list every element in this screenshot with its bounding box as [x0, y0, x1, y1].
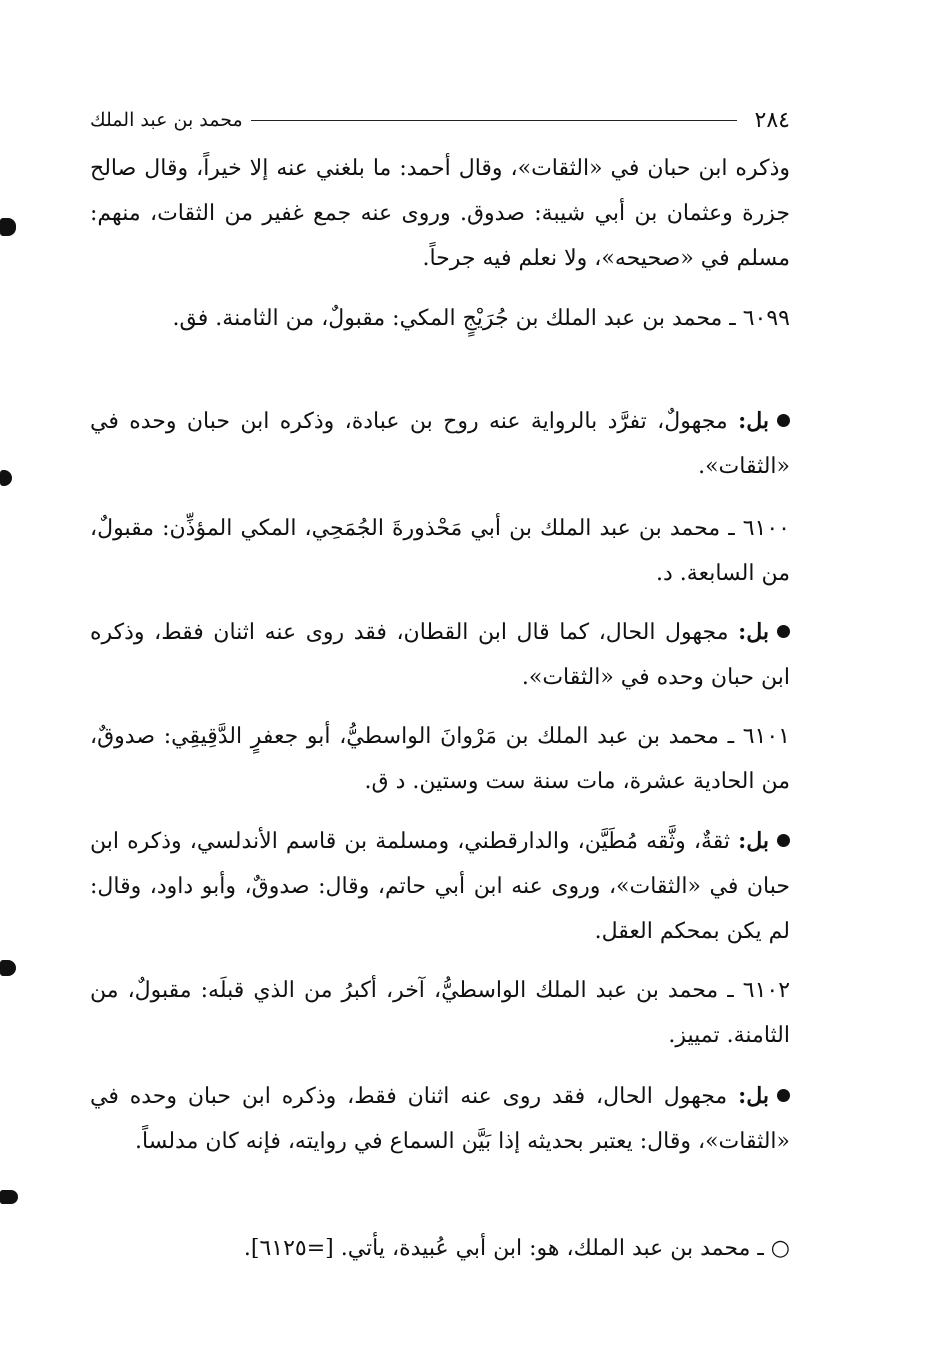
entry-text: ٦١٠١ ـ محمد بن عبد الملك بن مَرْوانَ الواسطيُّ، أبو جعفرٍ الدَّقِيقِي: صدوقٌ، من الحادية عشرة، مات سنة ست وستين. د ق. [90, 724, 790, 794]
comment-text: مجهول الحال، فقد روى عنه اثنان فقط، وذكره ابن حبان وحده في «الثقات»، وقال: يعتبر بحديثه إذا بَيَّن السماع في روايته، فإنه كان مدلساً. [90, 1084, 790, 1154]
bullet-icon [777, 625, 790, 638]
comment-6102 [90, 1074, 790, 1164]
entry-6100 [90, 506, 790, 596]
cross-reference [90, 1226, 790, 1271]
scan-mark [0, 470, 12, 486]
paragraph-continuation [90, 146, 790, 281]
comment-lead: بل: [738, 408, 769, 434]
entry-6099 [90, 296, 790, 341]
bullet-icon [777, 414, 790, 427]
entry-text: ٦١٠٠ ـ محمد بن عبد الملك بن أبي مَحْذورةَ الجُمَحِي، المكي المؤذِّن: مقبولٌ، من السابعة. د. [90, 516, 790, 586]
comment-text: ثقةٌ، وثَّقه مُطَيَّن، والدارقطني، ومسلمة بن قاسم الأندلسي، وذكره ابن حبان في «الثقات»، وروى عنه ابن أبي حاتم، وقال: صدوقٌ، وأبو داود، وقال: لم يكن بمحكم العقل. [90, 829, 790, 944]
entry-text: ٦١٠٢ ـ محمد بن عبد الملك الواسطيُّ، آخر، أكبرُ من الذي قبلَه: مقبولٌ، من الثامنة. تمييز. [90, 978, 791, 1048]
entry-text: ٦٠٩٩ ـ محمد بن عبد الملك بن جُرَيْجٍ المكي: مقبولٌ، من الثامنة. فق. [172, 306, 790, 331]
cross-reference-text: ○ ـ محمد بن عبد الملك، هو: ابن أبي عُبيدة، يأتي. [=٦١٢٥]. [243, 1236, 790, 1261]
comment-lead: بل: [738, 828, 770, 854]
paragraph-text: وذكره ابن حبان في «الثقات»، وقال أحمد: ما بلغني عنه إلا خيراً، وقال صالح جزرة وعثمان بن أبي شيبة: صدوق. وروى عنه جمع غفير من الثقات، منهم: مسلم في «صحيحه»، ولا نعلم فيه جرحاً. [90, 156, 790, 271]
page-number: ٢٨٤ [754, 107, 790, 133]
entry-6101 [90, 714, 790, 804]
scan-mark [0, 1190, 18, 1204]
comment-lead: بل: [738, 619, 769, 645]
header-rule [251, 120, 737, 121]
entry-6102 [90, 968, 790, 1058]
comment-lead: بل: [738, 1083, 769, 1109]
scan-mark [0, 960, 16, 976]
comment-6100 [90, 610, 790, 700]
running-title: محمد بن عبد الملك [90, 109, 243, 131]
bullet-icon [777, 1089, 790, 1102]
page-header [90, 100, 790, 140]
comment-6101 [90, 819, 790, 954]
scan-mark [0, 218, 16, 236]
comment-6099 [90, 399, 790, 489]
comment-text: مجهول الحال، كما قال ابن القطان، فقد روى عنه اثنان فقط، وذكره ابن حبان وحده في «الثقات». [90, 620, 790, 690]
comment-text: مجهولٌ، تفرَّد بالرواية عنه روح بن عبادة، وذكره ابن حبان وحده في «الثقات». [90, 409, 790, 479]
bullet-icon [777, 834, 790, 847]
